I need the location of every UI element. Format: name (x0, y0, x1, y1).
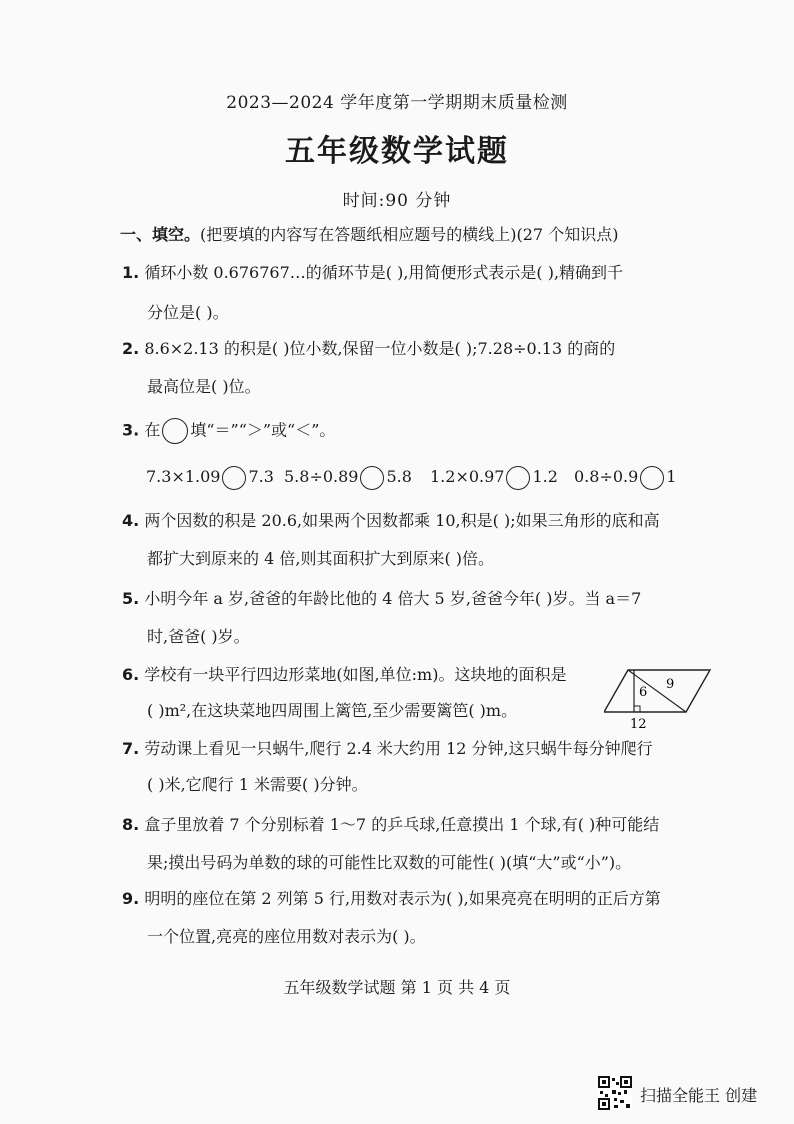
question-text: 明明的座位在第 2 列第 5 行,用数对表示为( ),如果亮亮在明明的正后方第 (144, 889, 661, 908)
question-5-line-2: 时,爸爸( )岁。 (147, 627, 250, 646)
comparison-left: 5.8÷0.89 (284, 467, 359, 486)
comparison-circle (360, 466, 384, 490)
qr-code-icon (598, 1076, 632, 1110)
exam-title: 五年级数学试题 (285, 134, 509, 169)
question-number: 8. (122, 815, 140, 834)
question-number: 3. (122, 420, 140, 440)
question-6-line-2: ( )m²,在这块菜地四周围上篱笆,至少需要篱笆( )m。 (147, 701, 518, 720)
scanner-watermark: 扫描全能王 创建 (640, 1086, 758, 1105)
comparison-item-4 (574, 464, 676, 490)
question-number: 1. (122, 263, 140, 282)
comparison-right: 7.3 (248, 467, 274, 486)
slant-label: 9 (666, 677, 675, 692)
question-6-line-1 (122, 664, 566, 686)
comparison-circle (640, 466, 664, 490)
question-1-line-1 (122, 262, 623, 284)
question-4-line-2: 都扩大到原来的 4 倍,则其面积扩大到原来( )倍。 (147, 549, 495, 568)
base-label: 12 (630, 717, 647, 732)
question-3-line-1 (122, 418, 335, 444)
question-7-line-1 (122, 738, 653, 760)
question-number: 4. (122, 511, 140, 530)
question-9-line-2: 一个位置,亮亮的座位用数对表示为( )。 (147, 927, 426, 946)
question-text: 盒子里放着 7 个分别标着 1～7 的乒乓球,任意摸出 1 个球,有( )种可能结 (144, 815, 660, 834)
section-heading (120, 224, 618, 246)
question-2-line-1 (122, 338, 615, 360)
comparison-circle (506, 466, 530, 490)
right-angle-mark (634, 706, 640, 712)
comparison-item-3 (430, 464, 558, 490)
height-label: 6 (639, 685, 648, 700)
comparison-right: 1.2 (532, 467, 558, 486)
question-number: 6. (122, 665, 140, 684)
question-text: 劳动课上看见一只蜗牛,爬行 2.4 米大约用 12 分钟,这只蜗牛每分钟爬行 (144, 739, 653, 758)
exam-term-heading: 2023—2024 学年度第一学期期末质量检测 (226, 93, 568, 113)
comparison-item-2 (284, 464, 412, 490)
question-8-line-1 (122, 814, 659, 836)
section-title: 一、填空。 (120, 225, 201, 244)
section-note: (把要填的内容写在答题纸相应题号的横线上)(27 个知识点) (200, 225, 619, 244)
question-number: 9. (122, 889, 140, 908)
question-text: 学校有一块平行四边形菜地(如图,单位:m)。这块地的面积是 (144, 665, 567, 684)
question-8-line-2: 果;摸出号码为单数的球的可能性比双数的可能性( )(填“大”或“小”)。 (147, 853, 632, 872)
question-text: 在 (144, 420, 161, 440)
comparison-left: 7.3×1.09 (146, 467, 221, 486)
question-7-line-2: ( )米,它爬行 1 米需要( )分钟。 (147, 775, 368, 794)
comparison-item-1 (146, 464, 274, 490)
question-2-line-2: 最高位是( )位。 (147, 377, 261, 396)
question-text: 两个因数的积是 20.6,如果两个因数都乘 10,积是( );如果三角形的底和高 (144, 511, 660, 530)
parallelogram-figure (604, 662, 712, 732)
question-number: 5. (122, 589, 140, 608)
comparison-left: 0.8÷0.9 (574, 467, 639, 486)
exam-time: 时间:90 分钟 (342, 191, 452, 211)
question-number: 7. (122, 739, 140, 758)
question-1-line-2: 分位是( )。 (147, 303, 229, 322)
question-9-line-1 (122, 888, 661, 910)
comparison-right: 1 (666, 467, 677, 486)
question-text: 小明今年 a 岁,爸爸的年龄比他的 4 倍大 5 岁,爸爸今年( )岁。当 a＝7 (144, 589, 642, 608)
page-footer: 五年级数学试题 第 1 页 共 4 页 (283, 978, 511, 997)
comparison-left: 1.2×0.97 (430, 467, 505, 486)
question-text: 填“＝”“＞”或“＜”。 (190, 420, 336, 440)
question-number: 2. (122, 339, 140, 358)
question-4-line-1 (122, 510, 660, 532)
question-text: 循环小数 0.676767…的循环节是( ),用简便形式表示是( ),精确到千 (144, 263, 624, 282)
question-text: 8.6×2.13 的积是( )位小数,保留一位小数是( );7.28÷0.13 的商的 (144, 339, 616, 358)
comparison-circle (222, 466, 246, 490)
comparison-circle (162, 418, 188, 444)
comparison-right: 5.8 (386, 467, 412, 486)
question-5-line-1 (122, 588, 641, 610)
